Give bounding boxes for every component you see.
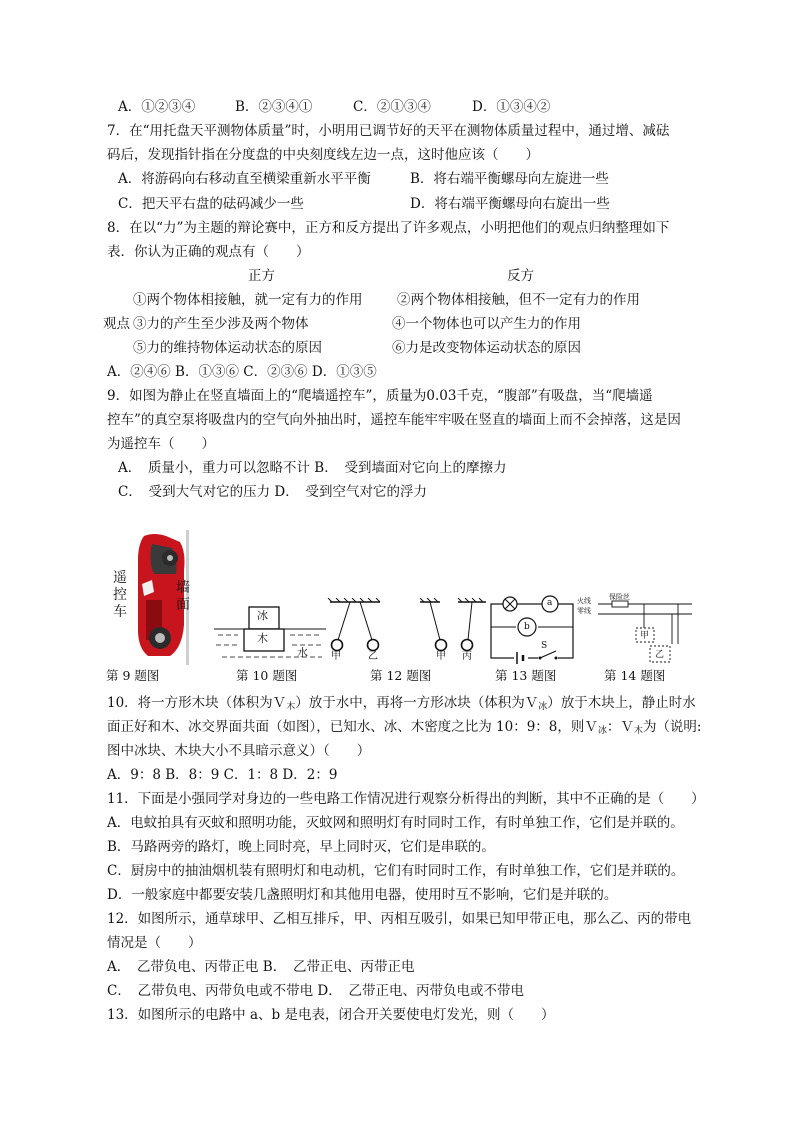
q8-point-6: ⑥力是改变物体运动状态的原因: [392, 340, 581, 356]
q7-option-b: B．将右端平衡螺母向左旋进一些: [410, 171, 609, 187]
q11-option-a: A．电蚊拍具有灭蚊和照明功能，灭蚊网和照明灯有时同时工作，有时单独工作，它们是并联的。: [107, 815, 684, 831]
q11-option-c: C．厨房中的抽油烟机装有照明灯和电动机，它们有时同时工作，有时单独工作，它们是并联的。: [107, 863, 685, 879]
q10-stem-line1: [107, 694, 696, 716]
q10-text-2b: ：Ｖ: [606, 719, 634, 735]
fig10-wood-label: 木: [257, 632, 268, 645]
q8-options: A．②④⑥ B．①③⑥ C．②③⑥ D．①③⑤: [107, 364, 377, 380]
q9-options-ab: A． 质量小，重力可以忽略不计 B． 受到墙面对它向上的摩擦力: [118, 460, 507, 476]
fig14-fuse: 保险丝: [609, 593, 630, 601]
fig14-appliance-jia: 甲: [640, 631, 650, 641]
q10-text-1c: ）放于木块上，静止时水: [547, 695, 696, 711]
fig10-ice-label: 冰: [257, 609, 268, 622]
fig9-label-wall-2: 面: [176, 597, 190, 613]
household-wiring-diagram: [576, 594, 694, 666]
fig9-label-wall-1: 墙: [176, 580, 190, 596]
q10-sub-ice: 冰: [538, 702, 548, 712]
q6-option-c: C．②①③④: [353, 99, 431, 115]
fig9-label-car-1: 遥: [113, 570, 127, 586]
q7-stem-line1: 7．在“用托盘天平测物体质量”时，小明用已调节好的天平在测物体质量过程中，通过增、减砝: [107, 123, 670, 139]
figure-14: [576, 594, 694, 666]
q6-option-d: D．①③④②: [472, 99, 551, 115]
q7-option-a: A．将游码向右移动直至横梁重新水平平衡: [118, 171, 371, 187]
q8-row-label: 观点: [103, 316, 130, 332]
fig13-meter-a: a: [547, 598, 553, 608]
q10-sub-wood: 木: [286, 702, 296, 712]
q12-options-ab: A． 乙带负电、丙带正电 B． 乙带正电、丙带正电: [107, 959, 415, 975]
q10-sub-ice-2: 冰: [597, 726, 607, 736]
q8-head-pro: 正方: [248, 268, 275, 284]
q8-head-con: 反方: [507, 268, 534, 284]
q8-point-3: ③力的产生至少涉及两个物体: [133, 316, 309, 332]
fig12-ball-yi: 乙: [368, 651, 378, 662]
q8-point-1: ①两个物体相接触，就一定有力的作用: [133, 292, 363, 308]
q11-option-b: B．马路两旁的路灯，晚上同时亮，早上同时灭，它们是串联的。: [107, 839, 495, 855]
fig9-caption: 第 9 题图: [106, 668, 160, 683]
fig10-caption: 第 10 题图: [236, 668, 298, 683]
q9-stem-line1: 9．如图为静止在竖直墙面上的“爬墙遥控车”，质量为0.03千克，“腹部”有吸盘，当“爬墙遥: [107, 388, 653, 404]
fig12-ball-jia-2: 甲: [436, 651, 446, 662]
fig13-caption: 第 13 题图: [495, 668, 557, 683]
q7-option-c: C．把天平右盘的砝码减少一些: [118, 196, 304, 212]
q10-sub-wood-2: 木: [633, 726, 643, 736]
fig14-caption: 第 14 题图: [604, 668, 666, 683]
q8-stem-line2: 表．你认为正确的观点有（ ）: [107, 244, 310, 260]
fig13-meter-b: b: [524, 622, 530, 632]
q11-option-d: D．一般家庭中都要安装几盏照明灯和其他用电器，使用时互不影响，它们是并联的。: [107, 887, 618, 903]
fig13-switch: S: [541, 641, 548, 651]
q9-stem-line2: 控车”的真空泵将吸盘内的空气向外抽出时，遥控车能牢牢吸在竖直的墙面上而不会掉落，这是因: [107, 412, 681, 428]
q8-point-2: ②两个物体相接触，但不一定有力的作用: [397, 292, 640, 308]
fig12-ball-jia: 甲: [331, 651, 341, 662]
figure-10: [214, 605, 329, 665]
circuit-meters-diagram: [488, 594, 576, 664]
q8-point-5: ⑤力的维持物体运动状态的原因: [133, 340, 322, 356]
q9-stem-line3: 为遥控车（ ）: [107, 436, 215, 452]
fig9-label-car-2: 控: [113, 587, 127, 603]
q10-text-1a: 10．将一方形木块（体积为Ｖ: [107, 695, 287, 711]
ice-wood-water-diagram: [214, 605, 329, 665]
figure-13: [488, 594, 576, 664]
fig9-label-car-3: 车: [113, 604, 127, 620]
q8-point-4: ④一个物体也可以产生力的作用: [392, 316, 581, 332]
q10-options: A．9：8 B．8：9 C．1：8 D．2：9: [107, 767, 338, 783]
q11-stem: 11．下面是小强同学对身边的一些电路工作情况进行观察分析得出的判断，其中不正确的是（ ）: [107, 791, 705, 807]
q13-stem: 13．如图所示的电路中 a、b 是电表，闭合开关要使电灯发光，则（ ）: [107, 1007, 555, 1023]
q10-stem-line3: 图中冰块、木块大小不具暗示意义）（ ）: [107, 743, 371, 759]
q12-options-cd: C． 乙带负电、丙带负电或不带电 D． 乙带正电、丙带负电或不带电: [107, 983, 524, 999]
q7-option-d: D．将右端平衡螺母向右旋出一些: [410, 196, 610, 212]
q10-text-1b: ）放于水中，再将一方形冰块（体积为Ｖ: [295, 695, 539, 711]
fig12-caption: 第 12 题图: [370, 668, 432, 683]
fig10-water-label: 水: [297, 646, 308, 659]
q9-options-cd: C． 受到大气对它的压力 D． 受到空气对它的浮力: [118, 484, 427, 500]
q6-option-a: A．①②③④: [118, 99, 196, 115]
q12-stem-line1: 12．如图所示，通草球甲、乙相互排斥，甲、丙相互吸引，如果已知甲带正电，那么乙、丙的带电: [107, 911, 692, 927]
q12-stem-line2: 情况是（ ）: [107, 935, 202, 951]
fig14-live-wire: 火线: [577, 597, 591, 605]
q6-option-b: B．②③④①: [235, 99, 313, 115]
q10-stem-line2: [107, 718, 702, 740]
fig14-neutral-wire: 零线: [577, 607, 591, 615]
q7-stem-line2: 码后，发现指针指在分度盘的中央刻度线左边一点，这时他应该（ ）: [107, 147, 539, 163]
fig14-appliance-yi: 乙: [655, 650, 665, 660]
q8-stem-line1: 8．在以“力”为主题的辩论赛中，正方和反方提出了许多观点，小明把他们的观点归纳整理如下: [107, 220, 670, 236]
fig12-ball-bing: 丙: [462, 651, 472, 662]
q10-text-2c: 为（说明:: [642, 719, 702, 735]
q10-text-2a: 面正好和木、冰交界面共面（如图），已知水、冰、木密度之比为 10：9：8，则Ｖ: [107, 719, 598, 735]
